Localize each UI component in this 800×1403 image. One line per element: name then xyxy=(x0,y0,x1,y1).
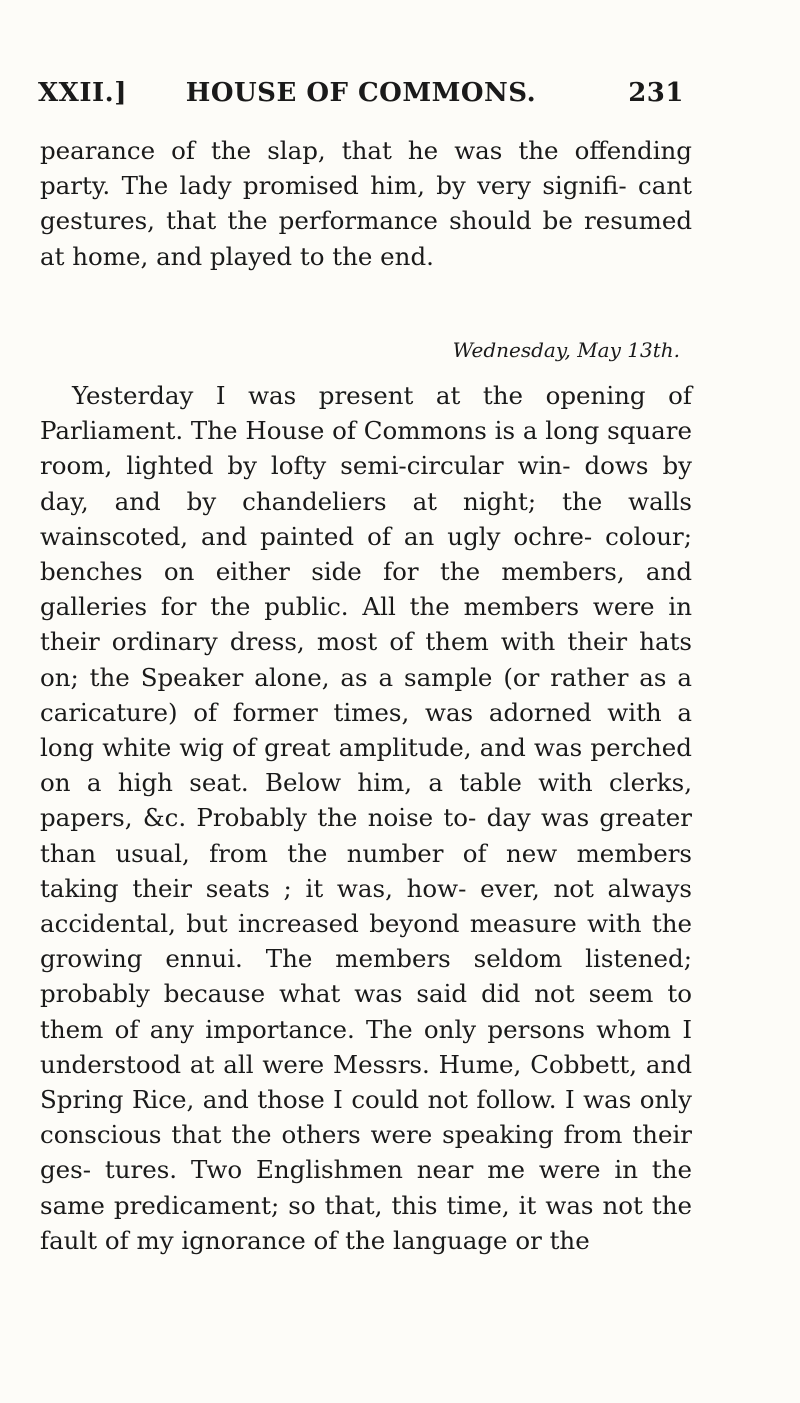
page-number: 231 xyxy=(628,78,684,108)
chapter-marker: XXII.] xyxy=(38,78,128,108)
paragraph-main: Yesterday I was present at the opening of Parliament. The House of Commons is a long square room, lighted by lofty semi-circular win- dows by day, and by chandeliers at night; the walls wainscoted, and painted of an ugly ochre- colour; benches on either side for the members, and galleries for the public. All the members were in their ordinary dress, most of them with their hats on; the Speaker alone, as a sample (or rather as a caricature) of former times, was adorned with a long white wig of great amplitude, and was perched on a high seat. Below him, a table with clerks, papers, &c. Probably the noise to- day was greater than usual, from the number of new members taking their seats ; it was, how- ever, not always accidental, but increased beyond measure with the growing ennui. The members seldom listened; probably because what was said did not seem to them of any importance. The only persons whom I understood at all were Messrs. Hume, Cobbett, and Spring Rice, and those I could not follow. I was only conscious that the others were speaking from their ges- tures. Two Englishmen near me were in the same predicament; so that, this time, it was not the fault of my ignorance of the language or the xyxy=(40,381,692,1255)
running-header xyxy=(38,78,684,118)
running-title: HOUSE OF COMMONS. xyxy=(185,78,537,108)
dateline: Wednesday, May 13th. xyxy=(452,338,680,362)
paragraph-continued: pearance of the slap, that he was the offending party. The lady promised him, by very signifi- cant gestures, that the performance should be resumed at home, and played to the end. xyxy=(40,136,692,271)
